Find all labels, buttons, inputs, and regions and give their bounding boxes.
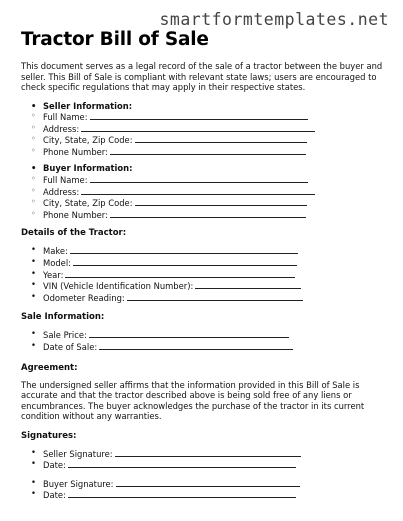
- buyer-signature-fields: [21, 478, 387, 501]
- buyer-full-name-line[interactable]: [90, 174, 308, 183]
- buyer-full-name-field[interactable]: ◦ Full Name:: [43, 174, 387, 186]
- sale-fields: [21, 329, 387, 352]
- seller-city-field[interactable]: ◦ City, State, Zip Code:: [43, 134, 387, 146]
- seller-date-field[interactable]: • Date:: [43, 459, 387, 471]
- buyer-signature-line[interactable]: [116, 478, 300, 487]
- seller-date-line[interactable]: [68, 459, 296, 468]
- buyer-address-line[interactable]: [81, 186, 315, 195]
- seller-section: [21, 102, 387, 112]
- seller-address-field[interactable]: ◦ Address:: [43, 123, 387, 135]
- seller-full-name-field[interactable]: ◦ Full Name:: [43, 111, 387, 123]
- buyer-date-line[interactable]: [68, 489, 296, 498]
- buyer-address-field[interactable]: ◦ Address:: [43, 186, 387, 198]
- buyer-city-line[interactable]: [135, 197, 307, 206]
- sale-price-field[interactable]: • Sale Price:: [43, 329, 387, 341]
- seller-signature-fields: [21, 448, 387, 471]
- sale-date-line[interactable]: [99, 341, 293, 350]
- tractor-year-field[interactable]: • Year:: [43, 269, 387, 281]
- tractor-odometer-field[interactable]: • Odometer Reading:: [43, 292, 387, 304]
- sale-price-line[interactable]: [89, 329, 289, 338]
- buyer-city-field[interactable]: ◦ City, State, Zip Code:: [43, 197, 387, 209]
- tractor-make-field[interactable]: • Make:: [43, 245, 387, 257]
- seller-phone-field[interactable]: ◦ Phone Number:: [43, 146, 387, 158]
- seller-signature-line[interactable]: [115, 448, 301, 457]
- tractor-vin-field[interactable]: • VIN (Vehicle Identification Number):: [43, 280, 387, 292]
- tractor-fields: [21, 245, 387, 303]
- seller-heading: • Seller Information:: [43, 102, 387, 112]
- tractor-odometer-line[interactable]: [127, 292, 303, 301]
- buyer-date-field[interactable]: • Date:: [43, 489, 387, 501]
- seller-address-line[interactable]: [81, 123, 315, 132]
- seller-signature-field[interactable]: • Seller Signature:: [43, 448, 387, 460]
- buyer-signature-field[interactable]: • Buyer Signature:: [43, 478, 387, 490]
- sale-date-field[interactable]: • Date of Sale:: [43, 341, 387, 353]
- seller-fields: [21, 111, 387, 157]
- tractor-vin-line[interactable]: [195, 280, 301, 289]
- tractor-model-field[interactable]: • Model:: [43, 257, 387, 269]
- tractor-year-line[interactable]: [65, 269, 295, 278]
- buyer-heading: • Buyer Information:: [43, 164, 387, 174]
- bill-of-sale-document: [21, 29, 387, 501]
- buyer-fields: [21, 174, 387, 220]
- site-watermark: smartformtemplates.net: [159, 10, 389, 29]
- intro-paragraph: This document serves as a legal record of the sale of a tractor between the buyer and seller. This Bill of Sale is compliant with relevant state laws; users are encouraged to check specific regulations that may apply in their respective states.: [21, 61, 383, 92]
- tractor-make-line[interactable]: [70, 245, 298, 254]
- signatures-heading: Signatures:: [21, 430, 77, 441]
- seller-full-name-line[interactable]: [90, 111, 308, 120]
- seller-city-line[interactable]: [135, 134, 307, 143]
- agreement-heading: Agreement:: [21, 362, 78, 373]
- buyer-phone-line[interactable]: [110, 209, 306, 218]
- buyer-section: [21, 164, 387, 174]
- document-title: Tractor Bill of Sale: [21, 29, 209, 50]
- agreement-text: The undersigned seller affirms that the information provided in this Bill of Sale is accurate and that the tractor described above is being sold free of any liens or encumbrances. The buyer acknowledges the purchase of the tractor in its current condition without any warranties.: [21, 379, 365, 422]
- tractor-heading: Details of the Tractor:: [21, 228, 127, 239]
- seller-phone-line[interactable]: [110, 146, 306, 155]
- sale-heading: Sale Information:: [21, 312, 105, 323]
- buyer-phone-field[interactable]: ◦ Phone Number:: [43, 209, 387, 221]
- tractor-model-line[interactable]: [73, 257, 297, 266]
